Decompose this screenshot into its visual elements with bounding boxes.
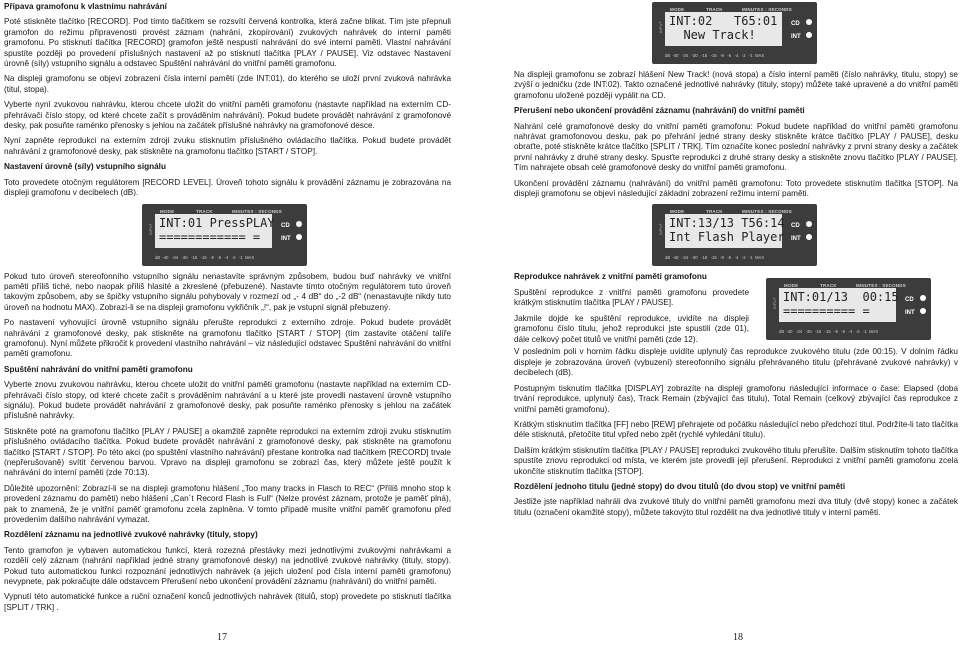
- lcd-mode-label: MODE: [670, 7, 685, 12]
- lcd-side-label: INPUT: [657, 21, 663, 34]
- page-left: [4, 2, 451, 618]
- int-indicator-icon: [806, 234, 812, 240]
- lcd-side-label: INPUT: [771, 297, 777, 310]
- lcd-screen: [155, 214, 275, 248]
- paragraph: Vyberte nyní zvukovou nahrávku, kterou chcete uložit do vnitřní paměti gramofonu (nastavte například na externím CD-přehrávači číslo stopy, od které chcete začít s prováděním nahrávání). Pokud budete provádět nahrávání z gramofonové desky, pak posuňte raménko přenosky s jehlou na začátek příslušné nahrávky na gramofonové desce.: [4, 100, 451, 131]
- lcd-line-1: INT:01 PressPLAY: [159, 215, 275, 230]
- lcd-side-label: INPUT: [657, 223, 663, 236]
- paragraph: Na displeji gramofonu se objeví zobrazení čísla interní paměti (zde INT:01), do kterého se uloží první zvuková nahrávka (titul, stopa).: [4, 74, 451, 94]
- paragraph: Po nastavení vyhovující úrovně vstupního signálu přerušte reprodukci z externího zdroje. Pokud budete provádět nahrávání z gramofonové desky, pak stiskněte na gramofonu tlačítko [START / STOP] (tím zastavíte otáčení talíře gramofonu). Nyní můžete přikročit k provedení vlastního nahrávání – viz následující odstavec Spuštění nahrávání do vnitřní paměti gramofonu.: [4, 318, 451, 359]
- paragraph: Ukončení provádění záznamu (nahrávání) do vnitřní paměti gramofonu: Toto provedete stisknutím tlačítka [STOP]. Na displeji gramofonu se objeví následující základní zobrazení režimu interní paměti.: [514, 178, 958, 199]
- lcd-int-label: INT: [905, 310, 915, 317]
- lcd-mode-label: MODE: [160, 208, 175, 214]
- playback-text: [514, 272, 749, 344]
- lcd-track-label: TRACK: [706, 7, 723, 12]
- playback-section: [514, 272, 958, 347]
- lcd-display: [766, 278, 931, 340]
- paragraph: Vypnutí této automatické funkce a ruční označení konců jednotlivých nahrávek (titulů, stop) provedete po stisknutí tlačítka [SPLIT / TRK] .: [4, 592, 451, 612]
- lcd-mode-label: MODE: [670, 209, 685, 215]
- paragraph: Nyní zapněte reprodukci na externím zdroji zvuku stisknutím příslušného ovládacího tlačítka. Pokud budete provádět nahrávání z gramofonové desky, pak stiskněte na gramofonu tlačítko [START / STOP].: [4, 136, 451, 156]
- section-title: Přerušení nebo ukončení provádění záznamu (nahrávání) do vnitřní paměti: [514, 106, 805, 116]
- paragraph: Toto provedete otočným regulátorem [RECORD LEVEL]. Úroveň tohoto signálu k provádění záznamu je zobrazována na displeji gramofonu v decibelech (dB).: [4, 177, 451, 198]
- section-title: Reprodukce nahrávek z vnitřní paměti gramofonu: [514, 272, 707, 282]
- lcd-screen: [665, 214, 785, 248]
- lcd-line-2: ========== =: [783, 304, 870, 319]
- lcd-line-2: Int Flash Player: [669, 230, 785, 245]
- page-number-left: 17: [217, 632, 227, 643]
- lcd-display: [652, 204, 817, 266]
- section-title: Spuštění nahrávání do vnitřní paměti gramofonu: [4, 364, 193, 374]
- paragraph: Důležité upozornění: Zobrazí-li se na displeji gramofonu hlášení „Too many tracks in Flasch to REC“ (Příliš mnoho stop k provedení záznamu do paměti) nebo hlášení „Can´t Record Flash is Full“ (Nelze provést záznam, protože je paměť plná), pak to znamená, že je vnitřní paměť gramofonu zcela zaplněna. V tomto případě musíte vnitřní paměť gramofonu před provedením dalšího nahrávání vymazat.: [4, 483, 451, 525]
- lcd-cd-label: CD: [905, 297, 914, 304]
- lcd-screen: [665, 12, 782, 46]
- paragraph: Na displeji gramofonu se zobrazí hlášení New Track! (nová stopa) a číslo interní paměti (číslo nahrávky, titulu, stopy) se zvýší o jedničku (zde INT:02). Takto označené jednotlivé nahrávky (tituly, stopy) můžete také upravené a do vnitřní paměti gramofonu uložené později vypálit na CD.: [514, 70, 958, 100]
- lcd-display: [142, 204, 307, 266]
- int-indicator-icon: [296, 234, 302, 240]
- lcd-scale: dB -40 -34 -30 -18 -15 -9 -6 -4 -2 -1 MAX: [779, 329, 879, 335]
- cd-indicator-icon: [806, 19, 812, 25]
- int-indicator-icon: [920, 308, 926, 314]
- paragraph: Spuštění reprodukce z vnitřní paměti gramofonu provedete krátkým stisknutím tlačítka [PLAY / PAUSE].: [514, 287, 749, 308]
- lcd-line-2: New Track!: [669, 28, 756, 42]
- cd-indicator-icon: [920, 295, 926, 301]
- section-title: Rozdělení záznamu na jednotlivé zvukové nahrávky (tituly, stopy): [4, 530, 258, 540]
- paragraph: Jestliže jste například nahráli dva zvukové tituly do vnitřní paměti gramofonu mezi dva tituly (dvě stopy) konec a začátek titulu (označení okamžité stopy), můžete takovýto titul rozdělit na dva jednotlivé tituly v interní paměti.: [514, 497, 958, 517]
- cd-indicator-icon: [296, 221, 302, 227]
- lcd-display: [652, 2, 817, 64]
- section-title: Rozdělení jednoho titulu (jedné stopy) do dvou titulů (do dvou stop) ve vnitřní paměti: [514, 481, 846, 491]
- section-title: Přípava gramofonu k vlastnímu nahrávání: [4, 2, 167, 11]
- lcd-int-label: INT: [791, 236, 801, 243]
- lcd-scale: dB -40 -34 -30 -18 -15 -9 -6 -4 -2 -1 MAX: [665, 255, 765, 261]
- lcd-mode-label: MODE: [784, 283, 799, 289]
- lcd-track-label: TRACK: [196, 208, 213, 214]
- lcd-time-label: MINUTES : SECONDS: [742, 7, 792, 12]
- lcd-scale: dB -40 -34 -30 -18 -15 -9 -6 -4 -2 -1 MAX: [155, 254, 255, 260]
- lcd-cd-label: CD: [791, 21, 800, 27]
- page-right: [514, 2, 958, 523]
- lcd-side-label: INPUT: [147, 222, 153, 235]
- page-number-right: 18: [733, 632, 743, 643]
- lcd-line-1: INT:01/13 00:15: [783, 290, 899, 305]
- lcd-line-2: ============ =: [159, 229, 261, 244]
- paragraph: Postupným tisknutím tlačítka [DISPLAY] zobrazíte na displeji gramofonu následující informace o čase: Elapsed (doba trvání reprodukce, uplynulý čas), Track Remain (zbývající čas titulu), Total Remain (celkový zbývající čas reprodukce z vnitřní paměti gramofonu).: [514, 383, 958, 414]
- lcd-time-label: MINUTES : SECONDS: [856, 283, 906, 289]
- lcd-track-label: TRACK: [706, 209, 723, 215]
- paragraph: V posledním poli v horním řádku displeje uvidíte uplynulý čas reprodukce zvukového titulu (zde 00:15). V dolním řádku displeje je zobrazována úroveň (vybuzení) stereofonního signálu přehrávaného titulu (přehrávané zvukové nahrávky) v decibelech (dB).: [514, 347, 958, 378]
- lcd-time-label: MINUTES : SECONDS: [742, 209, 792, 215]
- lcd-time-label: MINUTES : SECONDS: [232, 208, 282, 214]
- paragraph: Poté stiskněte tlačítko [RECORD]. Pod tímto tlačítkem se rozsvítí červená kontrolka, která začne blikat. Tím jste přepnuli gramofon do režimu připravenosti provést záznam (nahrání, zkopírování) zvukových nahrávek do interní paměti gramofonu. Po stisknutí tlačítka [RECORD] gramofon ještě nespustí nahrávání do své interní paměti. Vlastní nahrávání spustíte později po provedení příslušných nastavení až po stisknutí tlačítka [PLAY / PAUSE]. Viz odstavec Nastavení úrovně (síly) vstupního signálu a odstavec Spuštění nahrávání do vnitřní paměti gramofonu.: [4, 17, 451, 69]
- lcd-screen: [779, 288, 899, 322]
- paragraph: Pokud tuto úroveň stereofonního vstupního signálu nenastavíte správným způsobem, budou buď nahrávky ve vnitřní paměti příliš tiché, nebo naopak příliš hlasité a zkreslené (přebuzené). Nastavte tímto otočným regulátorem tuto úroveň takovým způsobem, aby se špičky vstupního signálu pohybovaly v rozmezí od „- 4 dB“ do „-2 dB“ (nenastavujte nikdy tuto úroveň na hodnotu MAX). Zobrazí-li se na displeji gramofonu vykřičník „!“, pak je vstupní signál přebuzený.: [4, 271, 451, 312]
- lcd-line-1: INT:02 T65:01: [669, 14, 778, 28]
- lcd-line-1: INT:13/13 T56:14: [669, 216, 785, 231]
- lcd-cd-label: CD: [791, 223, 800, 230]
- lcd-scale: dB -40 -34 -30 -18 -15 -9 -6 -4 -2 -1 MAX: [665, 53, 765, 58]
- int-indicator-icon: [806, 32, 812, 38]
- paragraph: Nahrání celé gramofonové desky do vnitřní paměti gramofonu: Pokud budete například do vnitřní paměti gramofonu nahrávat gramofonovou desku, pak po přehrání jedné strany desky stiskněte krátce tlačítko [PLAY / PAUSE], desku obraťte, poté stiskněte krátce tlačítko [SPLIT / TRK]. Tím označíte konec poslední nahrávky z první strany desky a začátek první nahrávky z druhé strany desky. Spusťte reprodukci z druhé strany desky a stiskněte znovu tlačítko [PLAY / PAUSE]. Tím nahrajete obsah celé gramofonové desky do vnitřní paměti gramofonu.: [514, 121, 958, 173]
- section-title: Nastavení úrovně (síly) vstupního signálu: [4, 162, 166, 172]
- lcd-int-label: INT: [281, 235, 291, 242]
- paragraph: Stiskněte poté na gramofonu tlačítko [PLAY / PAUSE] a okamžitě zapněte reprodukci na externím zdroji zvuku stisknutím příslušného ovládacího tlačítka. Pokud budete provádět nahrávání z gramofonové desky, pak stiskněte na gramofonu tlačítko [START / STOP]. Po této akci (po spuštění vlastního nahrávání) přestane kontrolka nad tlačítkem [RECORD] trvale (nepřerušovaně) svítit červenou barvou. Vpravo na displeji gramofonu se zobrazí čas, který můžete ještě použít k nahrávání do interní paměti (zde 70:13).: [4, 426, 451, 478]
- paragraph: Krátkým stisknutím tlačítka [FF] nebo [REW] přehrajete od počátku následující nebo předchozí titul. Podržíte-li tato tlačítka déle stisknutá, přetočíte titul vpřed nebo zpět (rychlé vyhledání titulu).: [514, 419, 958, 440]
- paragraph: Jakmile dojde ke spuštění reprodukce, uvidíte na displeji gramofonu číslo titulu, jehož reprodukci jste spustili (zde 01), dále celkový počet titulů ve vnitřní paměti (zde 12).: [514, 313, 749, 344]
- lcd-track-label: TRACK: [820, 283, 837, 289]
- paragraph: Vyberte znovu zvukovou nahrávku, kterou chcete uložit do vnitřní paměti gramofonu (nastavte například na externím CD-přehrávači číslo stopy, od které chcete začít s prováděním nahrávání a u které jste provedli nastavení úrovně vstupního signálu). Pokud budete provádět nahrávání z gramofonové desky, pak posuňte raménko přenosky s jehlou na začátek příslušné nahrávky.: [4, 380, 451, 421]
- lcd-int-label: INT: [791, 34, 801, 40]
- cd-indicator-icon: [806, 221, 812, 227]
- paragraph: Dalším krátkým stisknutím tlačítka [PLAY / PAUSE] reprodukci zvukového titulu přerušíte. Dalším stisknutím tohoto tlačítka spustíte znovu reprodukci od místa, ve kterém jste provedli její přerušení. Reprodukci z vnitřní paměti gramofonu zcela ukončíte stisknutím tlačítka [STOP].: [514, 445, 958, 476]
- paragraph: Tento gramofon je vybaven automatickou funkcí, která rozezná přestávky mezi jednotlivými zvukovými nahrávkami a rozdělí celý záznam (nahrání například jedné strany gramofonové desky) na jednotlivé zvukové nahrávky (tituly, stopy). Pokud tuto automatickou funkci rozpoznání jednotlivých nahrávek (a jejich uložení pod čísla interní paměti gramofonu) nevypnete, pak pokračujte dále odstavcem Přerušení nebo ukončení provádění záznamu (nahrávání) do vnitřní paměti.: [4, 545, 451, 587]
- lcd-cd-label: CD: [281, 222, 290, 229]
